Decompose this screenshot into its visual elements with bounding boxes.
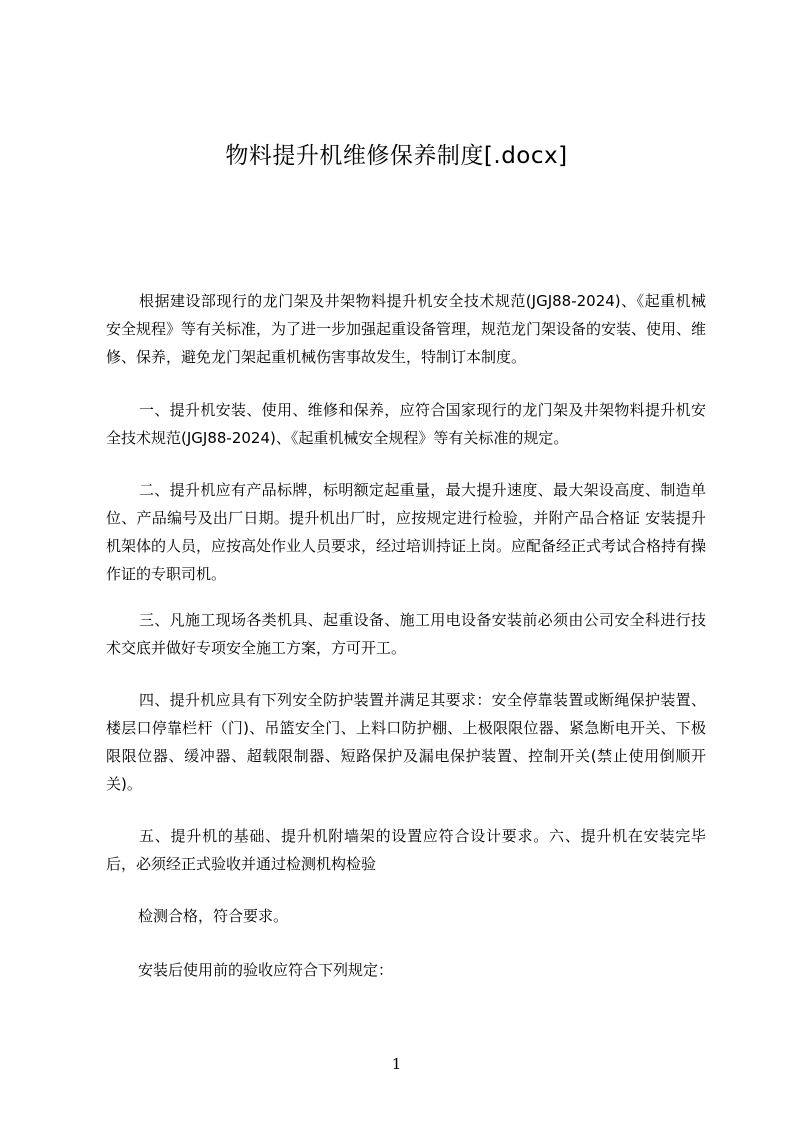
paragraph-section-1: 一、提升机安装、使用、维修和保养，应符合国家现行的龙门架及井架物料提升机安全技术规范(JGJ88-2024)、《起重机械安全规程》等有关标准的规定。 (106, 401, 706, 447)
page-number: 1 (391, 1055, 402, 1073)
paragraph-inspection-result: 检测合格，符合要求。 (138, 907, 289, 925)
paragraph-section-4: 四、提升机应具有下列安全防护装置并满足其要求：安全停靠装置或断绳保护装置、楼层口停靠栏杆（门)、吊篮安全门、上料口防护棚、上极限限位器、紧急断电开关、下极限限位器、缓冲器、超载限制器、短路保护及漏电保护装置、控制开关(禁止使用倒顺开关)。 (106, 691, 706, 793)
paragraph-section-3: 三、凡施工现场各类机具、起重设备、施工用电设备安装前必须由公司安全科进行技术交底并做好专项安全施工方案，方可开工。 (106, 611, 706, 657)
document-title: 物料提升机维修保养制度[.docx] (225, 143, 568, 169)
paragraph-section-2: 二、提升机应有产品标牌，标明额定起重量，最大提升速度、最大架设高度、制造单位、产品编号及出厂日期。提升机出厂时，应按规定进行检验，并附产品合格证 安装提升机架体的人员，应按高处作业人员要求，经过培训持证上岗。应配备经正式考试合格持有操作证的专职司机。 (106, 481, 707, 583)
paragraph-intro: 根据建设部现行的龙门架及井架物料提升机安全技术规范(JGJ88-2024)、《起重机械安全规程》等有关标准，为了进一步加强起重设备管理，规范龙门架设备的安装、使用、维修、保养，避免龙门架起重机械伤害事故发生，特制订本制度。 (106, 292, 707, 366)
paragraph-acceptance-rules: 安装后使用前的验收应符合下列规定： (138, 961, 394, 979)
paragraph-section-5-6: 五、提升机的基础、提升机附墙架的设置应符合设计要求。六、提升机在安装完毕后，必须经正式验收并通过检测机构检验 (106, 827, 706, 873)
